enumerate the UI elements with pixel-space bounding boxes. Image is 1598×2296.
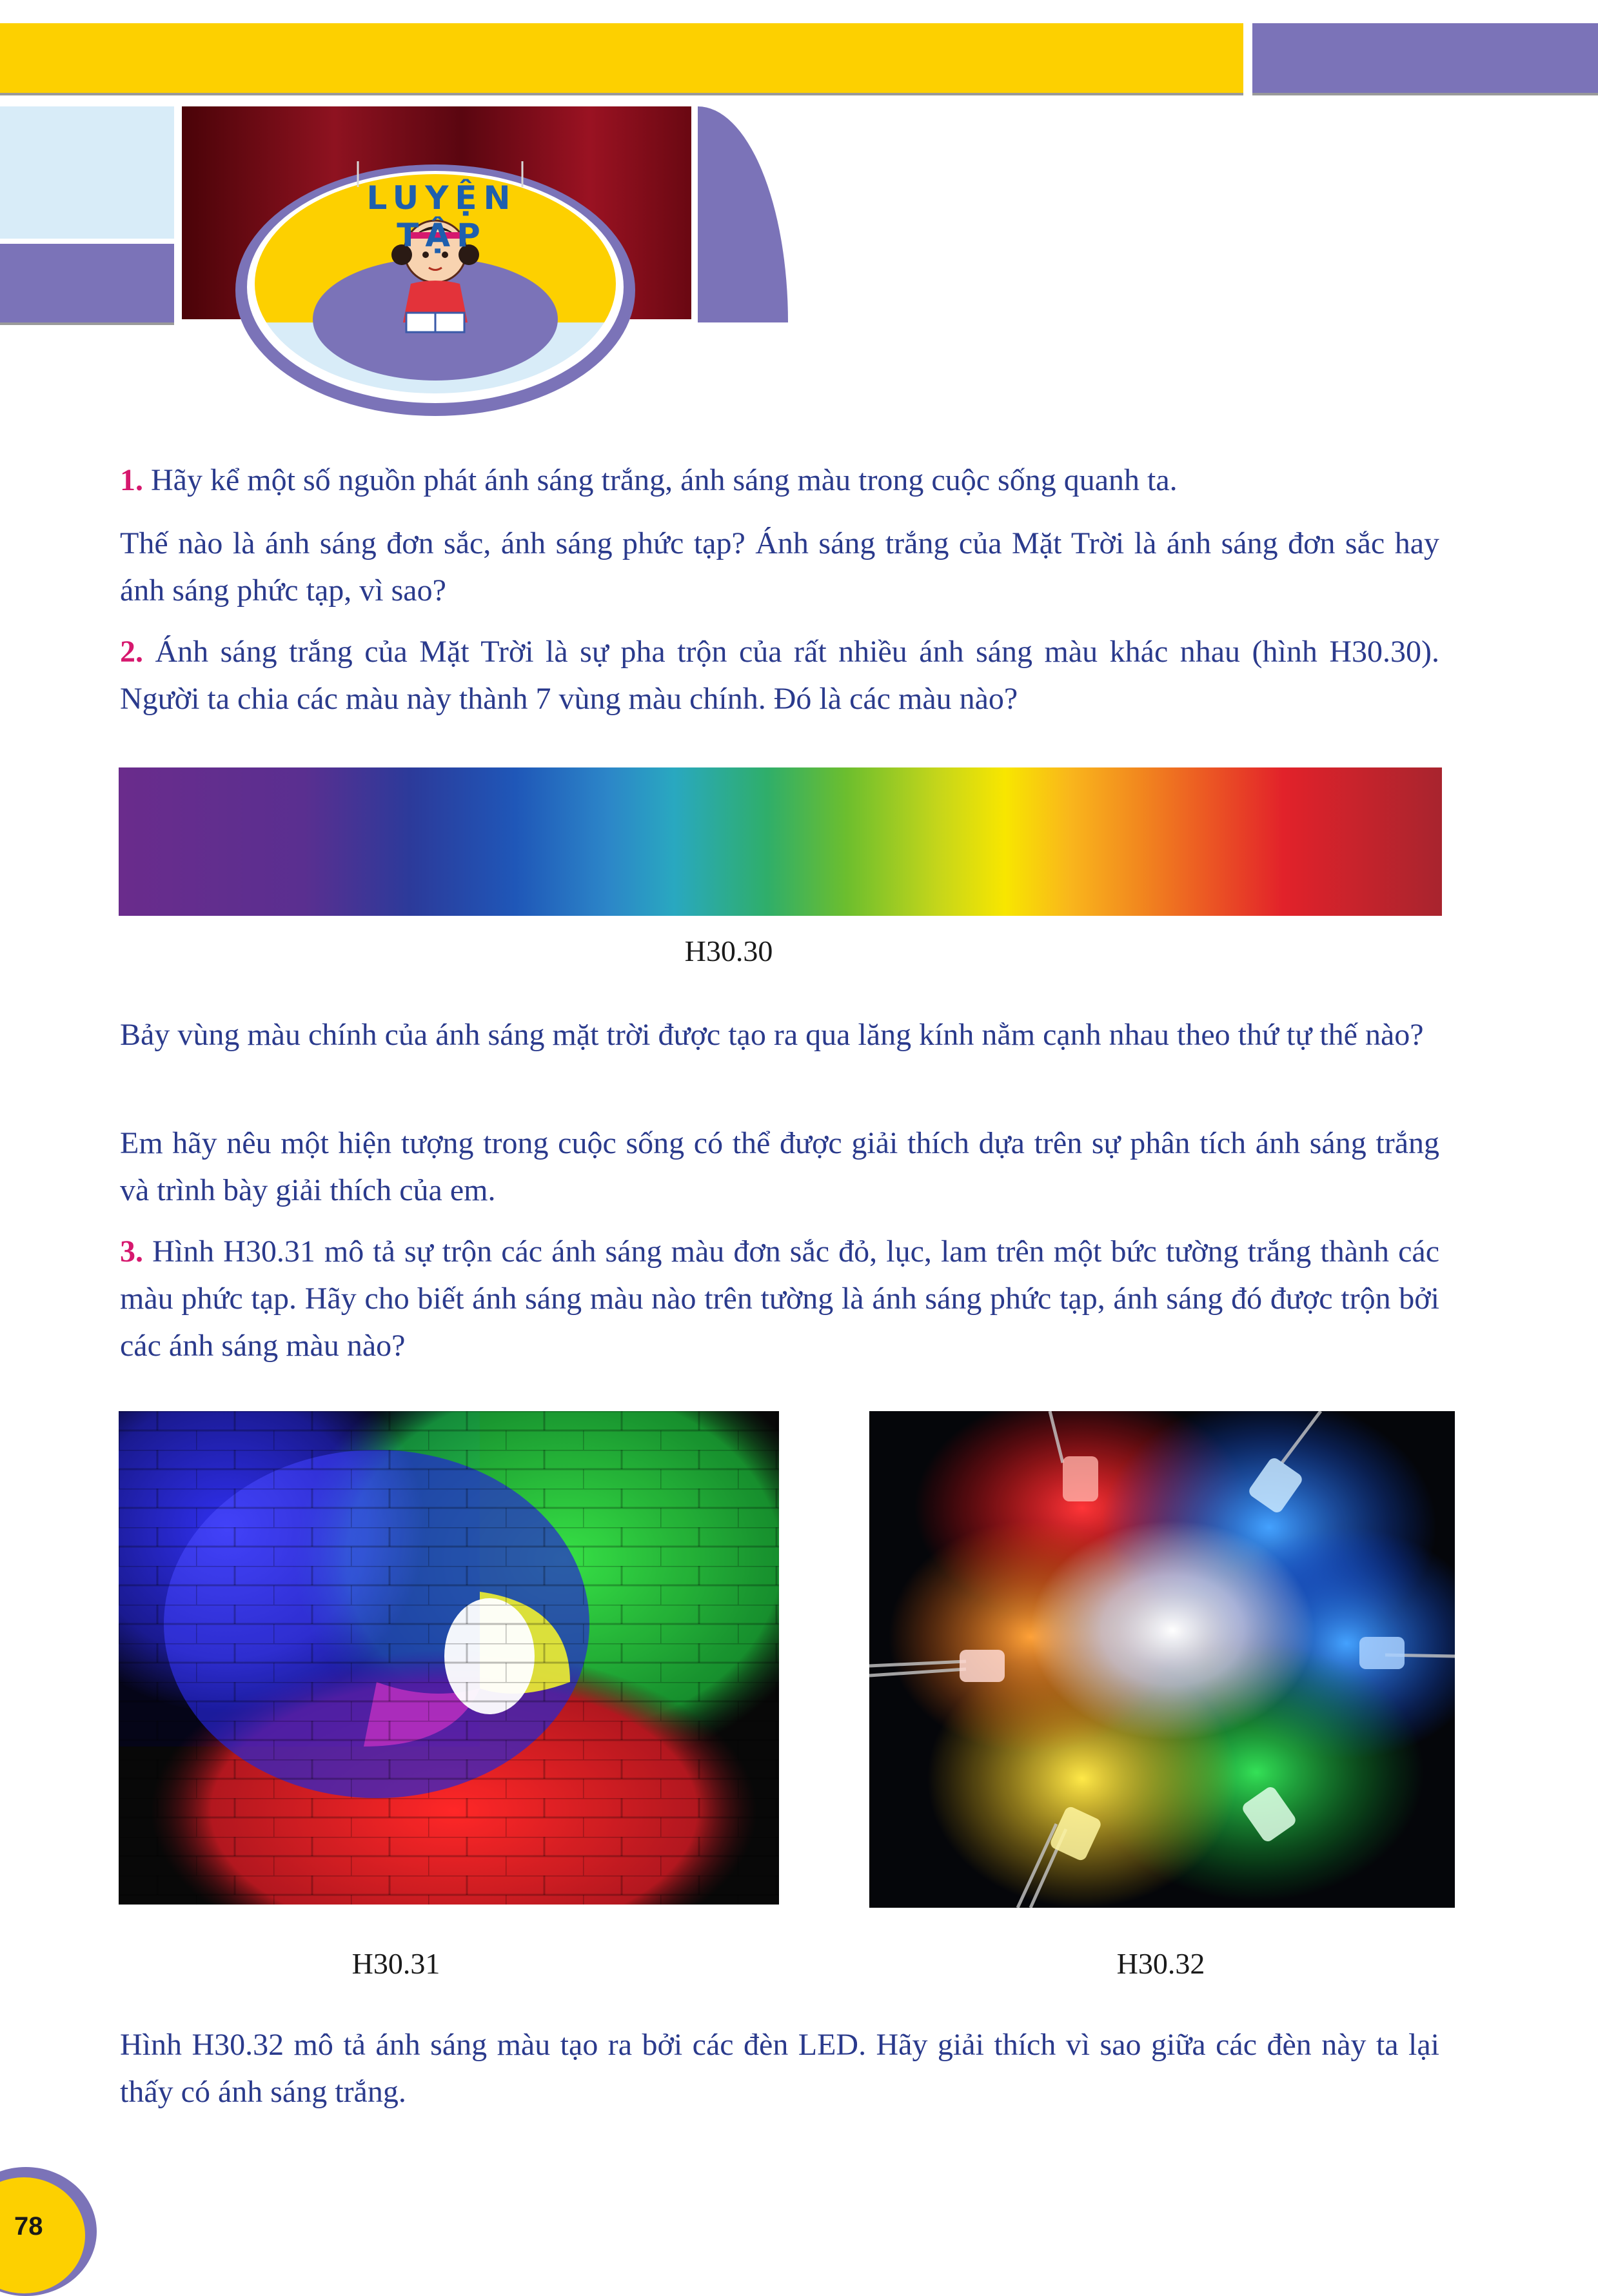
- header-purple-bar: [1252, 23, 1598, 95]
- question-text: Hình H30.32 mô tả ánh sáng màu tạo ra bởi các đèn LED. Hãy giải thích vì sao giữa các đèn này ta lại thấy có ánh sáng trắng.: [120, 2028, 1439, 2109]
- figure-caption-h30-30: H30.30: [684, 935, 773, 967]
- question-number: 2.: [120, 635, 143, 669]
- question-text: Em hãy nêu một hiện tượng trong cuộc sống có thể được giải thích dựa trên sự phân tích ánh sáng trắng và trình bày giải thích của em.: [120, 1126, 1439, 1207]
- question-number: 3.: [120, 1234, 143, 1269]
- question-2: [120, 628, 1439, 722]
- question-text: Hãy kể một số nguồn phát ánh sáng trắng, ánh sáng màu trong cuộc sống quanh ta.: [151, 463, 1178, 497]
- question-2-followup-a: [120, 1011, 1439, 1058]
- header-yellow-bar: [0, 23, 1243, 95]
- header-purple-panel: [0, 244, 174, 325]
- header-purple-swoosh: [698, 106, 788, 322]
- question-text: Thế nào là ánh sáng đơn sắc, ánh sáng phức tạp? Ánh sáng trắng của Mặt Trời là ánh sáng đơn sắc hay ánh sáng phức tạp, vì sao?: [120, 526, 1439, 608]
- header-lightblue-panel: [0, 106, 174, 239]
- figure-caption-h30-32: H30.32: [1116, 1947, 1205, 1980]
- spectrum-figure: [119, 767, 1442, 916]
- page-number: 78: [14, 2212, 43, 2241]
- rgb-light-mixing-graphic: [119, 1411, 779, 1905]
- badge-title: LUYỆN TẬP: [366, 179, 517, 254]
- question-text: Bảy vùng màu chính của ánh sáng mặt trời được tạo ra qua lăng kính nằm cạnh nhau theo thứ tự thế nào?: [120, 1018, 1424, 1052]
- rgb-wall-photo: [119, 1411, 779, 1905]
- question-text: Hình H30.31 mô tả sự trộn các ánh sáng màu đơn sắc đỏ, lục, lam trên một bức tường trắng thành các màu phức tạp. Hãy cho biết ánh sáng màu nào trên tường là ánh sáng phức tạp, ánh sáng đó được trộn bởi các ánh sáng màu nào?: [120, 1234, 1439, 1363]
- question-3: [120, 1228, 1439, 1369]
- figure-caption-h30-31: H30.31: [351, 1947, 440, 1980]
- question-2-followup-b: [120, 1120, 1439, 1214]
- question-1: [120, 457, 1439, 504]
- led-question: [120, 2021, 1439, 2115]
- led-photo: [869, 1411, 1455, 1908]
- question-number: 1.: [120, 463, 143, 497]
- question-1-followup: [120, 520, 1439, 614]
- led-lights-graphic: [869, 1411, 1455, 1908]
- question-text: Ánh sáng trắng của Mặt Trời là sự pha trộn của rất nhiều ánh sáng màu khác nhau (hình H30.30). Người ta chia các màu này thành 7 vùng màu chính. Đó là các màu nào?: [120, 635, 1439, 716]
